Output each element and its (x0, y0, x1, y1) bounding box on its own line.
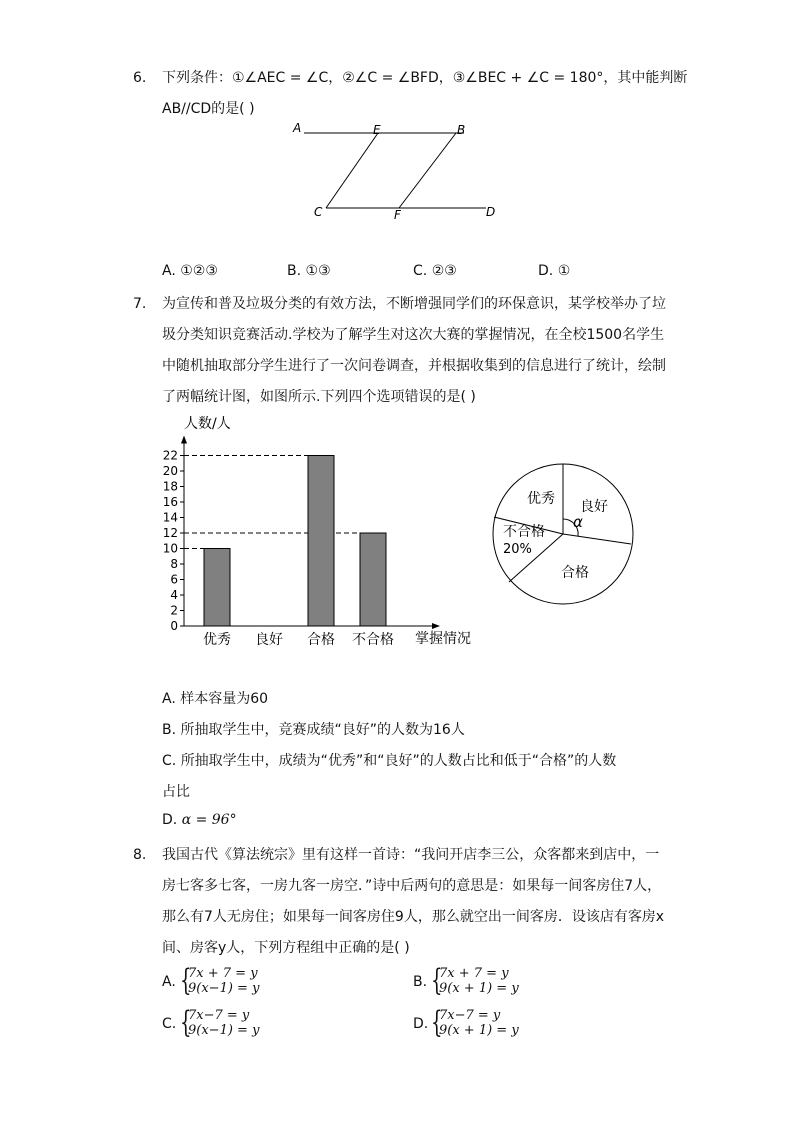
x-category-label: 良好 (255, 632, 283, 648)
option-letter: B. (287, 263, 302, 279)
option-d[interactable] (162, 812, 237, 828)
y-axis-title: 人数/人 (184, 416, 231, 432)
y-tick-label: 4 (170, 588, 178, 602)
option-c[interactable] (413, 263, 457, 279)
x-category-label: 不合格 (352, 632, 394, 648)
y-tick-label: 6 (170, 572, 178, 587)
equation-1: 7x + 7 = y (439, 966, 509, 981)
option-d[interactable] (538, 263, 570, 279)
line-ec (326, 133, 378, 208)
y-tick-label: 0 (170, 619, 178, 633)
brace-symbol: { (180, 1005, 192, 1040)
bar (204, 549, 230, 627)
option-letter: D. (538, 263, 554, 279)
option-text: ①③ (305, 263, 331, 279)
pie-slice-label: 合格 (561, 565, 589, 581)
option-text: 占比 (162, 784, 190, 800)
pie-divider (563, 534, 631, 544)
x-axis-title: 掌握情况 (415, 631, 471, 647)
point-label-c: C (314, 205, 323, 219)
option-c-continuation (162, 781, 190, 801)
option-c[interactable] (162, 750, 616, 770)
question-text-line: 房七客多七客，一房九客一房空．”诗中后两句的意思是：如果每一间客房住7人， (162, 878, 662, 894)
option-a[interactable] (162, 688, 268, 708)
brace-symbol: { (180, 963, 192, 998)
equation-2: 9(x−1) = y (188, 981, 260, 996)
equation-2: 9(x + 1) = y (439, 1023, 519, 1038)
equation-1: 7x−7 = y (439, 1008, 501, 1023)
point-label-a: A (293, 121, 302, 135)
y-tick-label: 2 (170, 603, 178, 618)
x-category-label: 优秀 (203, 632, 231, 648)
equation-2: 9(x + 1) = y (439, 981, 519, 996)
equation-1: 7x + 7 = y (188, 966, 258, 981)
line-bf (399, 133, 456, 208)
equation-1: 7x−7 = y (188, 1008, 250, 1023)
option-letter: C. (162, 1016, 177, 1032)
option-text: ①②③ (180, 263, 218, 279)
pie-angle-label: α (573, 513, 583, 531)
option-letter: B. (413, 974, 428, 990)
option-letter: D. (162, 812, 178, 828)
y-tick-label: 22 (162, 448, 178, 463)
question-text-line: 间、房客y人，下列方程组中正确的是( ) (162, 940, 410, 956)
option-letter: D. (413, 1016, 429, 1032)
option-text: 所抽取学生中，成绩为“优秀”和“良好”的人数占比和低于“合格”的人数 (180, 753, 617, 769)
bar-chart (150, 410, 490, 655)
option-letter: A. (162, 974, 176, 990)
pie-chart (485, 455, 645, 615)
equation-2: 9(x−1) = y (188, 1023, 260, 1038)
pie-slice-value: 20% (503, 542, 532, 557)
option-text: 所抽取学生中，竞赛成绩“良好”的人数为16人 (180, 722, 465, 738)
option-letter: C. (162, 753, 177, 769)
question-text-line: AB//CD的是( ) (162, 101, 255, 117)
point-label-d: D (486, 205, 496, 219)
x-category-label: 合格 (307, 632, 335, 648)
point-label-f: F (394, 208, 401, 222)
y-tick-label: 14 (162, 510, 178, 525)
point-label-b: B (457, 123, 466, 137)
question-number: 8. (133, 847, 147, 863)
question-text-line: 了两幅统计图，如图所示.下列四个选项错误的是( ) (162, 389, 476, 405)
option-text: α = 96° (181, 812, 237, 828)
option-letter: A. (162, 691, 176, 707)
brace-symbol: { (431, 963, 443, 998)
y-tick-label: 8 (170, 557, 178, 571)
option-text: ① (557, 263, 571, 279)
option-letter: A. (162, 263, 176, 279)
option-letter: C. (413, 263, 428, 279)
y-tick-label: 20 (162, 464, 178, 478)
option-letter: B. (162, 722, 177, 738)
question-text-line: 中随机抽取部分学生进行了一次问卷调查，并根据收集到的信息进行了统计，绘制 (162, 358, 666, 374)
option-b[interactable] (162, 719, 465, 739)
pie-slice-label: 良好 (580, 499, 608, 515)
parallelogram-figure (280, 118, 510, 228)
y-tick-label: 18 (162, 479, 178, 494)
question-text-line: 下列条件：①∠AEC = ∠C，②∠C = ∠BFD，③∠BEC + ∠C = 180°，其中能判断 (162, 70, 688, 86)
x-axis-arrow (432, 623, 440, 629)
bar (360, 533, 386, 626)
option-b[interactable] (287, 263, 331, 279)
option-a[interactable] (162, 263, 218, 279)
question-number: 7. (133, 296, 147, 312)
brace-symbol: { (431, 1005, 443, 1040)
pie-slice-label: 不合格 (503, 524, 545, 540)
y-tick-label: 16 (162, 495, 178, 509)
y-tick-label: 12 (162, 526, 178, 540)
y-tick-label: 10 (162, 541, 178, 556)
option-text: ②③ (431, 263, 457, 279)
question-text-line: 为宣传和普及垃圾分类的有效方法，不断增强同学们的环保意识，某学校举办了垃 (162, 296, 666, 312)
y-axis-arrow (181, 436, 187, 444)
question-text-line: 那么有7人无房住；如果每一间客房住9人，那么就空出一间客房．设该店有客房x (162, 909, 665, 925)
pie-slice-label: 优秀 (527, 491, 555, 507)
bar (308, 456, 334, 627)
option-text: 样本容量为60 (180, 691, 269, 707)
point-label-e: E (373, 123, 381, 137)
question-number: 6. (133, 70, 147, 86)
question-text-line: 圾分类知识竞赛活动.学校为了解学生对这次大赛的掌握情况，在全校1500名学生 (162, 327, 665, 343)
question-text-line: 我国古代《算法统宗》里有这样一首诗：“我问开店李三公，众客都来到店中，一 (162, 847, 660, 863)
